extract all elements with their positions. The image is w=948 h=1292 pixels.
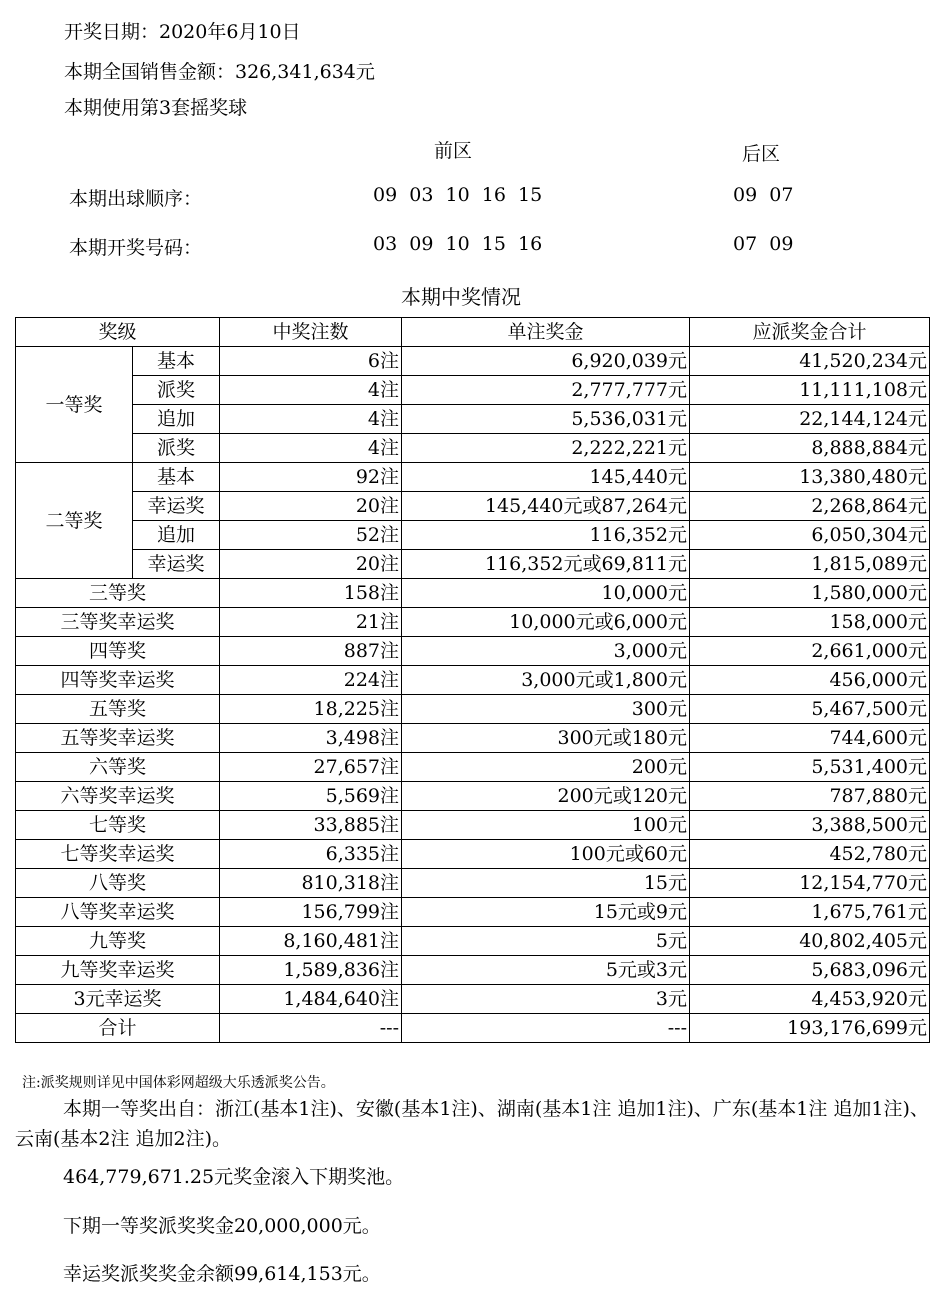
draw-date: 开奖日期：2020年6月10日 — [64, 21, 301, 43]
total-cell: 452,780元 — [690, 840, 930, 869]
header-total: 应派奖金合计 — [690, 318, 930, 347]
table-row — [16, 811, 930, 840]
total-cell: 1,580,000元 — [690, 579, 930, 608]
table-row — [16, 434, 930, 463]
prize-cell: 15元 — [402, 869, 690, 898]
prize-cell: 100元 — [402, 811, 690, 840]
draw-result-label: 本期开奖号码： — [69, 237, 203, 259]
prize-cell: 5元 — [402, 927, 690, 956]
count-cell: 92注 — [220, 463, 402, 492]
prize-cell: 300元或180元 — [402, 724, 690, 753]
sub-level: 派奖 — [133, 434, 220, 463]
total-cell: 1,815,089元 — [690, 550, 930, 579]
table-row — [16, 985, 930, 1014]
prize-cell: 145,440元或87,264元 — [402, 492, 690, 521]
level-cell: 四等奖 — [16, 637, 220, 666]
level-cell: 3元幸运奖 — [16, 985, 220, 1014]
draw-order-back: 09 07 — [733, 184, 794, 206]
prize-cell: 3,000元 — [402, 637, 690, 666]
first-prize-winners: 本期一等奖出自：浙江(基本1注)、安徽(基本1注)、湖南(基本1注 追加1注)、广东(基本1注 追加1注)、云南(基本2注 追加2注)。 — [15, 1098, 929, 1150]
footnote: 注:派奖规则详见中国体彩网超级大乐透派奖公告。 — [22, 1075, 335, 1091]
level-cell: 七等奖 — [16, 811, 220, 840]
total-cell: 1,675,761元 — [690, 898, 930, 927]
total-cell: 8,888,884元 — [690, 434, 930, 463]
first-prize-label: 一等奖 — [16, 347, 133, 463]
next-jackpot: 下期一等奖派奖奖金20,000,000元。 — [63, 1215, 381, 1237]
table-row — [16, 637, 930, 666]
prize-cell: 300元 — [402, 695, 690, 724]
sub-level: 基本 — [133, 347, 220, 376]
table-row — [16, 695, 930, 724]
prize-cell: 5,536,031元 — [402, 405, 690, 434]
total-cell: 12,154,770元 — [690, 869, 930, 898]
table-row — [16, 608, 930, 637]
sub-level: 追加 — [133, 521, 220, 550]
table-row — [16, 840, 930, 869]
sub-level: 派奖 — [133, 376, 220, 405]
level-cell: 四等奖幸运奖 — [16, 666, 220, 695]
table-header-row — [16, 318, 930, 347]
count-cell: 1,589,836注 — [220, 956, 402, 985]
count-cell: 6注 — [220, 347, 402, 376]
count-cell: 156,799注 — [220, 898, 402, 927]
count-cell: 21注 — [220, 608, 402, 637]
count-cell: 18,225注 — [220, 695, 402, 724]
total-cell: 22,144,124元 — [690, 405, 930, 434]
table-row — [16, 782, 930, 811]
second-prize-label: 二等奖 — [16, 463, 133, 579]
front-zone-label: 前区 — [434, 140, 473, 162]
count-cell: 810,318注 — [220, 869, 402, 898]
total-cell: 158,000元 — [690, 608, 930, 637]
prize-cell: 3元 — [402, 985, 690, 1014]
total-cell: 41,520,234元 — [690, 347, 930, 376]
count-cell: 20注 — [220, 492, 402, 521]
draw-order-label: 本期出球顺序： — [69, 188, 203, 210]
header-count: 中奖注数 — [220, 318, 402, 347]
prize-cell: 116,352元或69,811元 — [402, 550, 690, 579]
sub-level: 幸运奖 — [133, 492, 220, 521]
table-row — [16, 521, 930, 550]
table-row — [16, 405, 930, 434]
level-cell: 五等奖幸运奖 — [16, 724, 220, 753]
table-row — [16, 869, 930, 898]
level-cell: 九等奖 — [16, 927, 220, 956]
table-row — [16, 492, 930, 521]
count-cell: 8,160,481注 — [220, 927, 402, 956]
total-cell: 3,388,500元 — [690, 811, 930, 840]
count-cell: 33,885注 — [220, 811, 402, 840]
level-cell: 六等奖 — [16, 753, 220, 782]
count-cell: 224注 — [220, 666, 402, 695]
table-row — [16, 463, 930, 492]
prize-cell: 6,920,039元 — [402, 347, 690, 376]
level-cell: 五等奖 — [16, 695, 220, 724]
total-cell: 5,467,500元 — [690, 695, 930, 724]
draw-order-front: 09 03 10 16 15 — [373, 184, 543, 206]
lucky-balance: 幸运奖派奖奖金余额99,614,153元。 — [63, 1263, 381, 1285]
prize-cell: 3,000元或1,800元 — [402, 666, 690, 695]
count-cell: 5,569注 — [220, 782, 402, 811]
table-row — [16, 579, 930, 608]
level-cell: 合计 — [16, 1014, 220, 1043]
count-cell: 3,498注 — [220, 724, 402, 753]
total-cell: 787,880元 — [690, 782, 930, 811]
prize-cell: 200元或120元 — [402, 782, 690, 811]
level-cell: 八等奖幸运奖 — [16, 898, 220, 927]
prize-cell: 100元或60元 — [402, 840, 690, 869]
total-cell: 193,176,699元 — [690, 1014, 930, 1043]
total-cell: 2,268,864元 — [690, 492, 930, 521]
table-row — [16, 927, 930, 956]
total-cell: 6,050,304元 — [690, 521, 930, 550]
count-cell: 1,484,640注 — [220, 985, 402, 1014]
header-level: 奖级 — [16, 318, 220, 347]
prize-cell: 2,777,777元 — [402, 376, 690, 405]
table-row — [16, 724, 930, 753]
count-cell: 4注 — [220, 376, 402, 405]
level-cell: 九等奖幸运奖 — [16, 956, 220, 985]
draw-result-front: 03 09 10 15 16 — [373, 233, 543, 255]
table-row — [16, 376, 930, 405]
count-cell: --- — [220, 1014, 402, 1043]
total-cell: 5,683,096元 — [690, 956, 930, 985]
count-cell: 4注 — [220, 434, 402, 463]
table-row — [16, 956, 930, 985]
count-cell: 158注 — [220, 579, 402, 608]
sub-level: 幸运奖 — [133, 550, 220, 579]
sub-level: 基本 — [133, 463, 220, 492]
table-row — [16, 666, 930, 695]
sub-level: 追加 — [133, 405, 220, 434]
table-total-row — [16, 1014, 930, 1043]
level-cell: 三等奖幸运奖 — [16, 608, 220, 637]
prize-cell: 5元或3元 — [402, 956, 690, 985]
prize-cell: 200元 — [402, 753, 690, 782]
prize-cell: --- — [402, 1014, 690, 1043]
ball-set: 本期使用第3套摇奖球 — [64, 97, 248, 119]
level-cell: 七等奖幸运奖 — [16, 840, 220, 869]
prize-cell: 145,440元 — [402, 463, 690, 492]
level-cell: 三等奖 — [16, 579, 220, 608]
table-row — [16, 898, 930, 927]
prize-table — [15, 317, 930, 1043]
total-cell: 744,600元 — [690, 724, 930, 753]
total-cell: 456,000元 — [690, 666, 930, 695]
prize-cell: 15元或9元 — [402, 898, 690, 927]
level-cell: 八等奖 — [16, 869, 220, 898]
count-cell: 4注 — [220, 405, 402, 434]
sales-amount: 本期全国销售金额：326,341,634元 — [64, 61, 375, 83]
total-cell: 2,661,000元 — [690, 637, 930, 666]
total-cell: 40,802,405元 — [690, 927, 930, 956]
rollover-amount: 464,779,671.25元奖金滚入下期奖池。 — [63, 1166, 405, 1188]
prize-cell: 2,222,221元 — [402, 434, 690, 463]
total-cell: 5,531,400元 — [690, 753, 930, 782]
header-prize: 单注奖金 — [402, 318, 690, 347]
count-cell: 887注 — [220, 637, 402, 666]
count-cell: 20注 — [220, 550, 402, 579]
total-cell: 13,380,480元 — [690, 463, 930, 492]
table-row — [16, 550, 930, 579]
table-title: 本期中奖情况 — [401, 285, 521, 309]
table-row — [16, 753, 930, 782]
prize-cell: 116,352元 — [402, 521, 690, 550]
back-zone-label: 后区 — [742, 143, 781, 165]
draw-result-back: 07 09 — [733, 233, 794, 255]
prize-cell: 10,000元 — [402, 579, 690, 608]
table-row — [16, 347, 930, 376]
count-cell: 52注 — [220, 521, 402, 550]
level-cell: 六等奖幸运奖 — [16, 782, 220, 811]
total-cell: 4,453,920元 — [690, 985, 930, 1014]
prize-cell: 10,000元或6,000元 — [402, 608, 690, 637]
total-cell: 11,111,108元 — [690, 376, 930, 405]
count-cell: 27,657注 — [220, 753, 402, 782]
count-cell: 6,335注 — [220, 840, 402, 869]
